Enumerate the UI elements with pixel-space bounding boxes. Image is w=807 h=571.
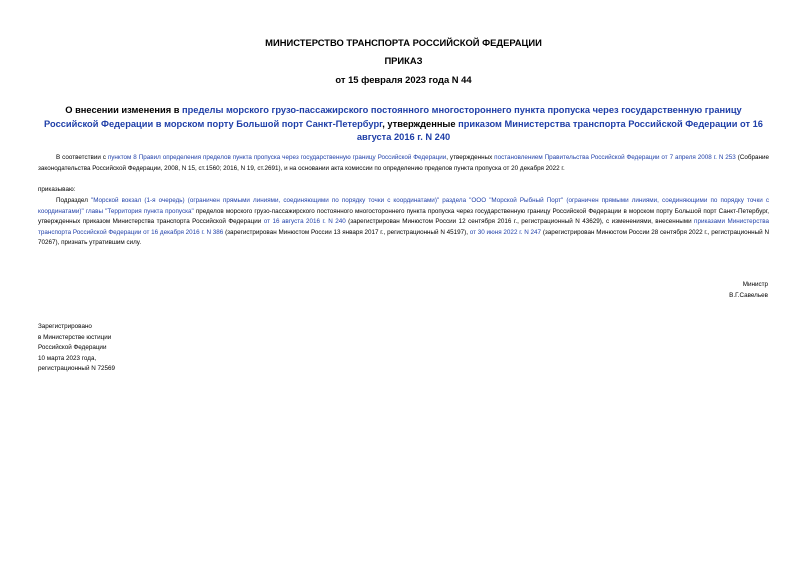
preamble-link-rules-point-8[interactable]: пунктом 8 Правил определения пределов пункта пропуска через государственную границу Российской Федерации [107,154,447,161]
document-type: ПРИКАЗ [384,55,423,66]
order-word: приказываю: [38,186,76,193]
body-link-subsection[interactable]: "Морской вокзал (1-я очередь) (ограничен прямыми линиями, соединяющими по порядку точки с координатами)" раздела "ООО "Морской Рыбный Порт" (ограничен прямыми линиями, соединяющими по порядку точки с координатами)" главы "Территория пункта пропуска" [38,197,769,215]
preamble-text-1: В соответствии с [56,154,108,161]
registration-line-2: в Министерстве юстиции [38,333,112,341]
title-text-1: О внесении изменения в [65,105,183,115]
registration-line-5: регистрационный N 72569 [38,365,116,373]
signature-position: Министр [742,281,768,288]
document-title [38,104,769,145]
preamble-link-resolution-253[interactable]: постановлением Правительства Российской Федерации от 7 апреля 2008 г. N 253 [494,154,736,161]
document-date-number: от 15 февраля 2023 года N 44 [335,74,472,85]
signature-block [600,280,768,301]
ministry-heading: МИНИСТЕРСТВО ТРАНСПОРТА РОССИЙСКОЙ ФЕДЕРАЦИИ [265,37,542,48]
body-link-orders-386[interactable]: приказами Министерства транспорта Российской Федерации от 16 декабря 2016 г. N 386 [38,218,769,236]
body-text-5: (зарегистрирован Минюстом России 28 сентября 2022 г., регистрационный N 70267), признать утратившим силу. [38,228,769,247]
signature-name: В.Г.Савельев [729,291,768,299]
registration-block [38,322,238,375]
body-text-2: пределов морского грузо-пассажирского постоянного многостороннего пункта пропуска через государственную границу Российской Федерации в морском порту Большой порт Санкт-Петербург, утвержденных приказом Министерства транспорта Российской Федерации [38,207,769,226]
order-body-paragraph [38,196,769,249]
preamble-text-3: (Собрание законодательства Российской Федерации, 2008, N 15, ст.1560; 2016, N 19, ст.2691), и на основании акта комиссии по определению пределов пункта пропуска от 20 декабря 2022 г. [38,154,769,172]
body-text-3: (зарегистрирован Минюстом России 12 сентября 2016 г., регистрационный N 43629), с изменениями, внесенными [345,218,695,226]
body-text-4: (зарегистрирован Минюстом России 13 января 2017 г., регистрационный N 45197), [223,228,470,236]
preamble-paragraph [38,153,769,174]
title-link-border-crossing-limits[interactable]: пределы морского грузо-пассажирского постоянного многостороннего пункта пропуска через государственную границу Российской Федерации в морском порту Большой порт Санкт-Петербург [44,105,742,129]
preamble-text-2: , утвержденных [446,154,495,161]
body-link-order-247[interactable]: от 30 июня 2022 г. N 247 [469,228,542,236]
registration-line-1: Зарегистрировано [38,323,92,330]
body-link-order-240[interactable]: от 16 августа 2016 г. N 240 [263,218,346,226]
body-text-1: Подраздел [56,197,91,204]
title-link-order-240[interactable]: приказом Министерства транспорта Российской Федерации от 16 августа 2016 г. N 240 [356,118,763,142]
registration-line-3: Российской Федерации [38,344,107,352]
title-text-2: , утвержденные [382,118,459,129]
registration-line-4: 10 марта 2023 года, [38,354,97,362]
